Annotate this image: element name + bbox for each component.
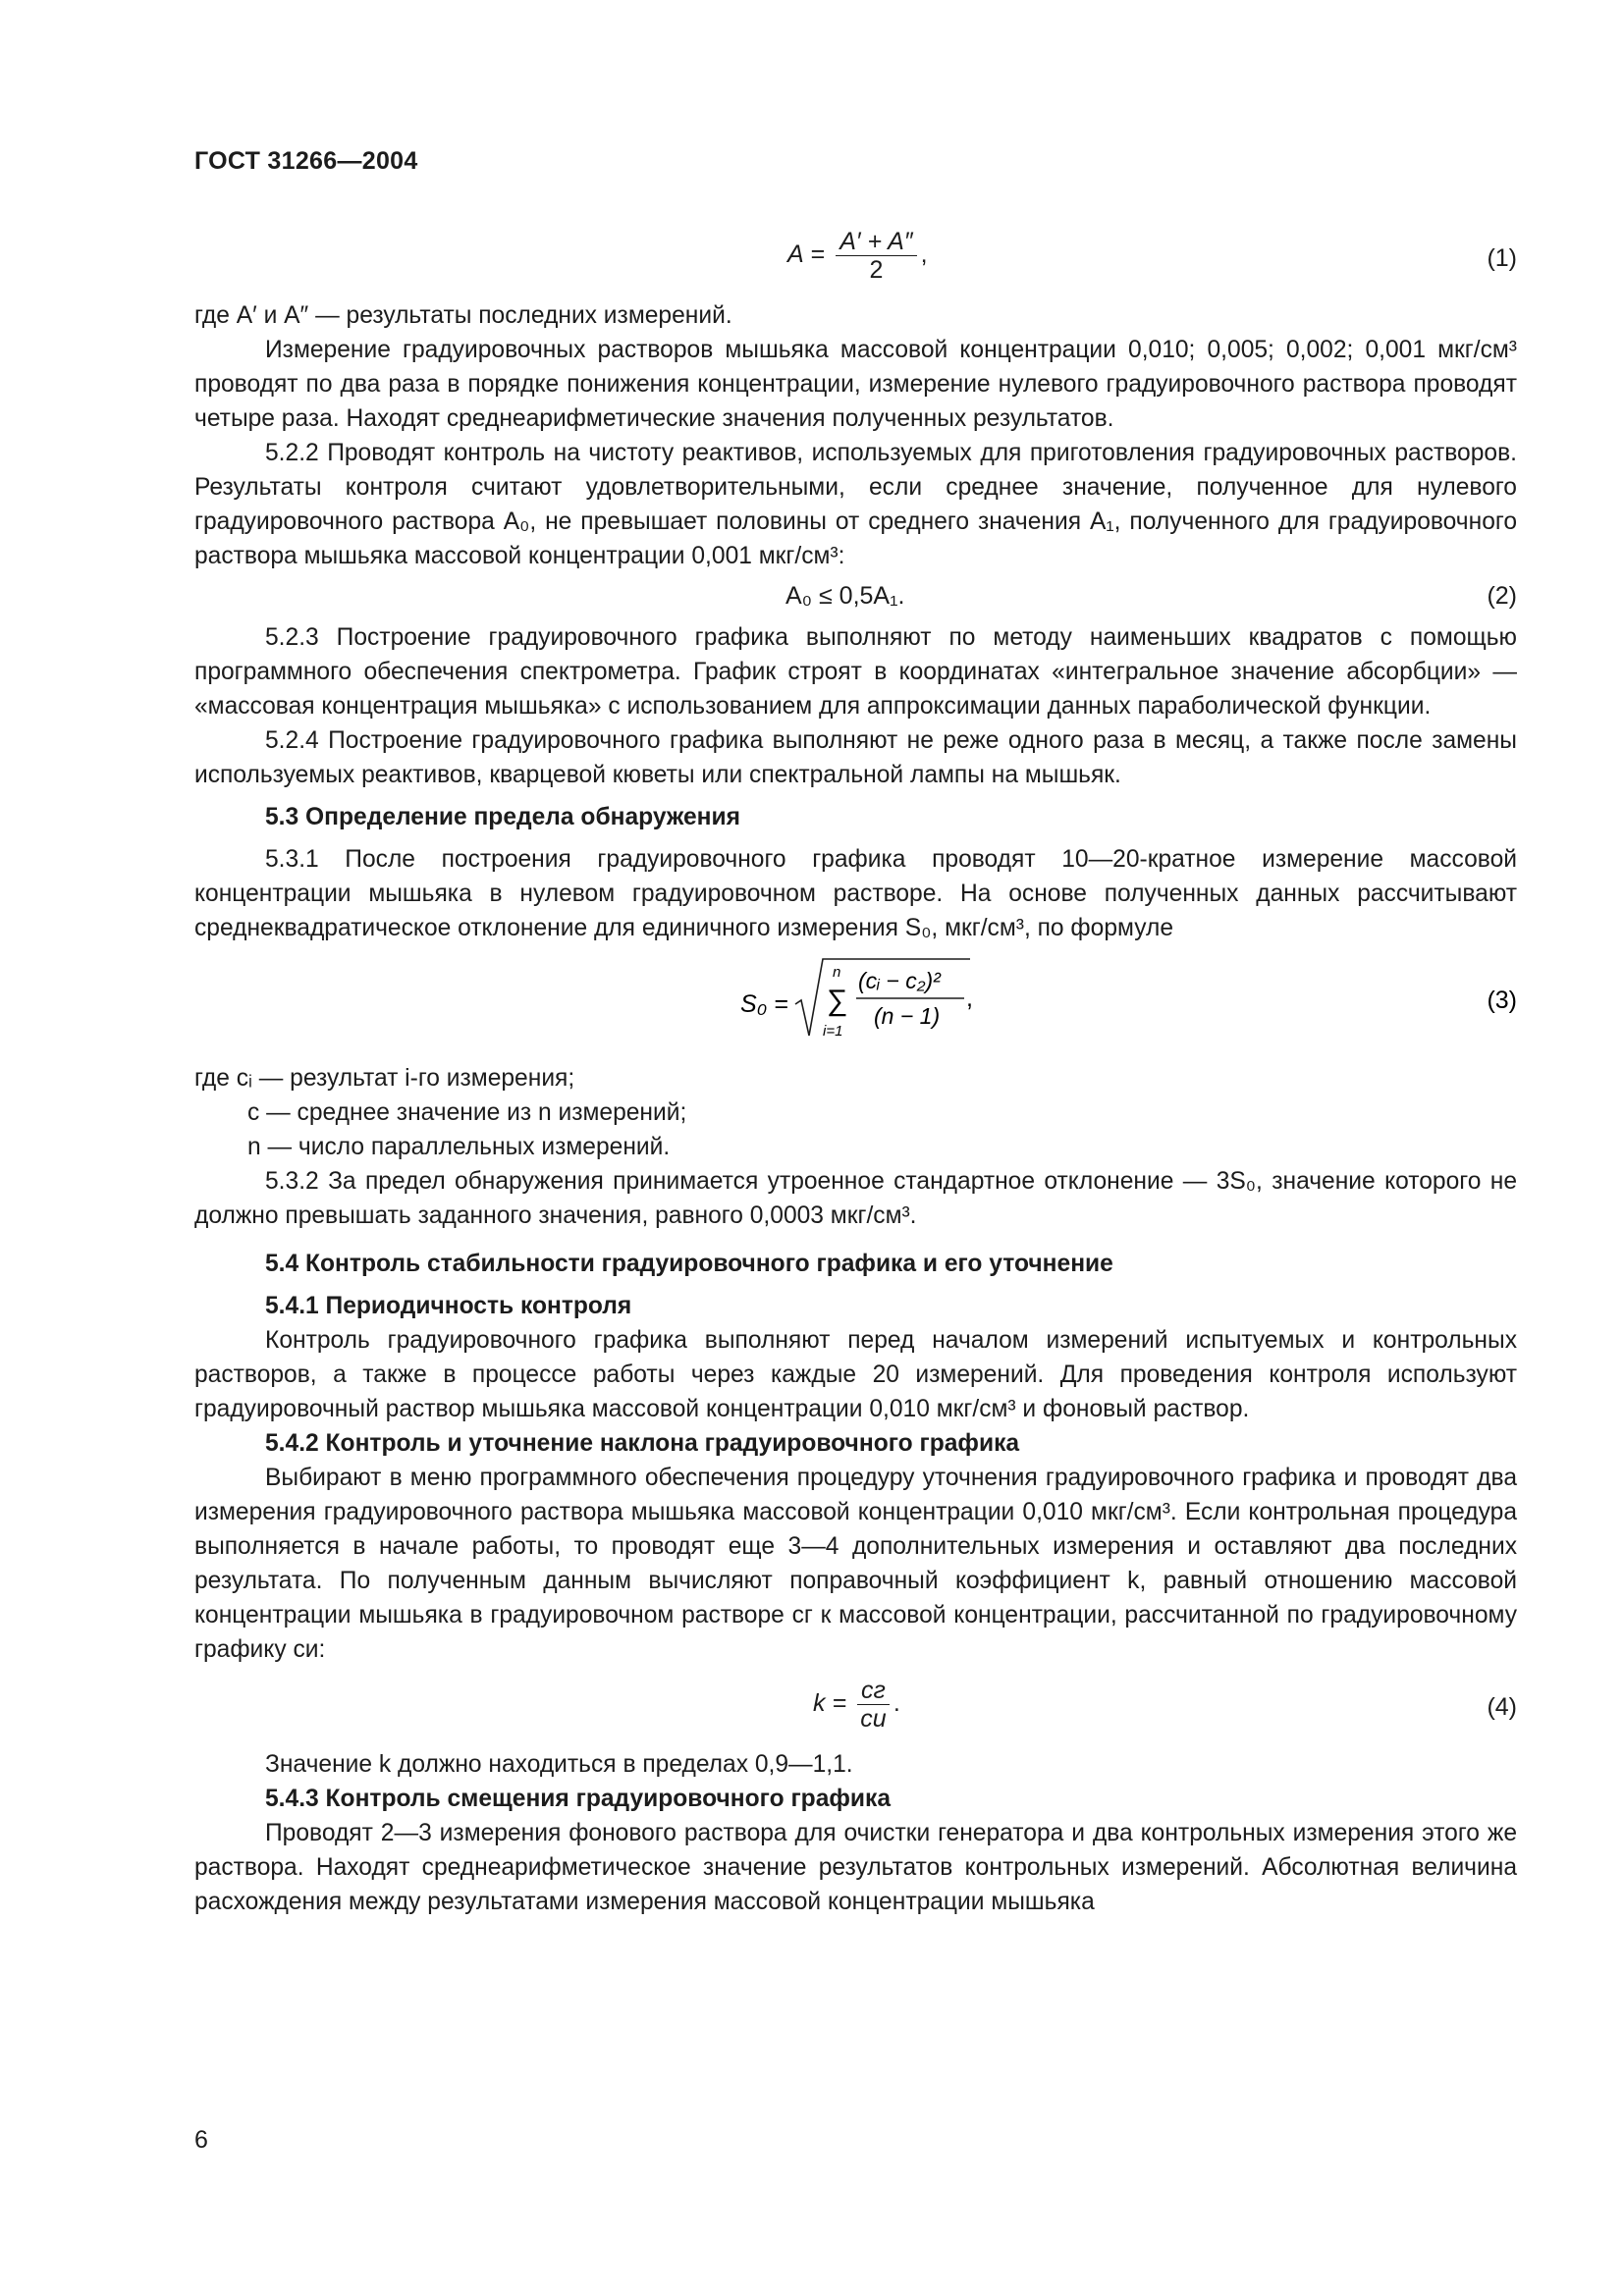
section-5-4-2-heading: 5.4.2 Контроль и уточнение наклона градуировочного графика: [265, 1430, 1020, 1457]
formula-1-fraction: [836, 228, 916, 284]
formula-3-sum-top: n: [833, 964, 841, 981]
formula-3-denominator: (n − 1): [874, 1003, 941, 1029]
where-3-item-1: где cᵢ — результат i-го измерения;: [194, 1065, 575, 1092]
paragraph-5-4-2: Выбирают в меню программного обеспечения процедуру уточнения градуировочного графика и проводят два измерения градуировочного раствора мышьяка массовой концентрации 0,010 мкг/см³. Если контрольная процедура выполняется в начале работы, то проводят еще 3—4 дополнительных измерения и оставляют два последних результата. По полученным данным вычисляют поправочный коэффициент k, равный отношению массовой концентрации мышьяка в градуировочном растворе cг к массовой концентрации, рассчитанной по градуировочному графику cи:: [194, 1465, 1517, 1663]
section-5-4-heading: 5.4 Контроль стабильности градуировочного графика и его уточнение: [265, 1251, 1113, 1277]
formula-4-fraction: [857, 1677, 890, 1733]
formula-1-trail: ,: [920, 240, 928, 269]
formula-4-number: (4): [1487, 1693, 1517, 1721]
formula-3-numerator: (cᵢ − c₂)²: [858, 968, 941, 993]
paragraph-5-3-1: 5.3.1 После построения градуировочного графика проводят 10—20-кратное измерение массовой концентрации мышьяка в нулевом градуировочном растворе. На основе полученных данных рассчитывают среднеквадратическое отклонение для единичного измерения S₀, мкг/см³, по формуле: [194, 846, 1517, 941]
paragraph-5-3-2: 5.3.2 За предел обнаружения принимается утроенное стандартное отклонение — 3S₀, значение которого не должно превышать заданного значения, равного 0,0003 мкг/см³.: [194, 1168, 1517, 1229]
formula-2: [194, 577, 1517, 620]
where-3-item-2: c — среднее значение из n измерений;: [247, 1099, 687, 1126]
formula-1-body: [787, 228, 928, 284]
paragraph-5-4-3: Проводят 2—3 измерения фонового раствора для очистки генератора и два контрольных измерения этого же раствора. Находят среднеарифметическое значение результатов контрольных измерений. Абсолютная величина расхождения между результатами измерения массовой концентрации мышьяка: [194, 1820, 1517, 1915]
formula-3-sum-symbol: ∑: [827, 985, 848, 1017]
formula-2-body: A₀ ≤ 0,5A₁.: [785, 582, 905, 610]
paragraph-measurement: Измерение градуировочных растворов мышьяка массовой концентрации 0,010; 0,005; 0,002; 0,001 мкг/см³ проводят по два раза в порядке понижения концентрации, измерение нулевого градуировочного раствора проводят четыре раза. Находят среднеарифметические значения полученных результатов.: [194, 337, 1517, 432]
standard-code: ГОСТ 31266—2004: [194, 147, 418, 175]
formula-3-lhs: S₀ =: [740, 990, 788, 1018]
formula-1-number: (1): [1487, 244, 1517, 272]
formula-4-lhs: k =: [813, 1689, 847, 1718]
where-list-3: [194, 1061, 1517, 1164]
formula-3-svg: [194, 953, 1517, 1051]
formula-4-body: [813, 1677, 900, 1733]
formula-3-trail: ,: [966, 985, 973, 1012]
formula-1: [194, 228, 1517, 285]
section-5-4-1-heading: 5.4.1 Периодичность контроля: [265, 1293, 632, 1319]
formula-3: [194, 953, 1517, 1051]
page-content: [194, 228, 1517, 1919]
paragraph-5-4-1: Контроль градуировочного графика выполняют перед началом измерений испытуемых и контрольных растворов, а также в процессе работы через каждые 20 измерений. Для проведения контроля используют градуировочный раствор мышьяка массовой концентрации 0,010 мкг/см³ и фоновый раствор.: [194, 1327, 1517, 1422]
formula-3-number: (3): [1487, 987, 1517, 1014]
formula-1-lhs: A: [787, 240, 804, 269]
formula-2-number: (2): [1487, 582, 1517, 610]
paragraph-5-2-4: 5.2.4 Построение градуировочного графика выполняют не реже одного раза в месяц, а также после замены используемых реактивов, кварцевой кюветы или спектральной лампы на мышьяк.: [194, 727, 1517, 788]
paragraph-5-2-2: 5.2.2 Проводят контроль на чистоту реактивов, используемых для приготовления градуировочных растворов. Результаты контроля считают удовлетворительными, если среднее значение, полученное для нулевого градуировочного раствора A₀, не превышает половины от среднего значения A₁, полученного для градуировочного раствора мышьяка массовой концентрации 0,001 мкг/см³:: [194, 440, 1517, 569]
formula-1-numerator: A′ + A″: [836, 228, 916, 256]
formula-4: [194, 1673, 1517, 1743]
paragraph-where-1: где A′ и A″ — результаты последних измерений.: [194, 302, 732, 329]
formula-4-denominator: cи: [860, 1705, 887, 1733]
formula-4-trail: .: [893, 1689, 900, 1718]
formula-1-denominator: 2: [869, 256, 884, 284]
formula-3-sum-bottom: i=1: [823, 1023, 843, 1040]
formula-1-eq: =: [810, 240, 826, 269]
section-5-3-heading: 5.3 Определение предела обнаружения: [265, 804, 740, 830]
page-number: 6: [194, 2126, 208, 2154]
where-3-item-3: n — число параллельных измерений.: [247, 1134, 671, 1160]
paragraph-5-2-3: 5.2.3 Построение градуировочного графика выполняют по методу наименьших квадратов с помощью программного обеспечения спектрометра. График строят в координатах «интегральное значение абсорбции» — «массовая концентрация мышьяка» с использованием для аппроксимации данных параболической функции.: [194, 624, 1517, 720]
formula-4-numerator: cг: [857, 1677, 890, 1705]
paragraph-k-range: Значение k должно находиться в пределах 0,9—1,1.: [265, 1751, 853, 1778]
section-5-4-3-heading: 5.4.3 Контроль смещения градуировочного графика: [265, 1786, 892, 1812]
